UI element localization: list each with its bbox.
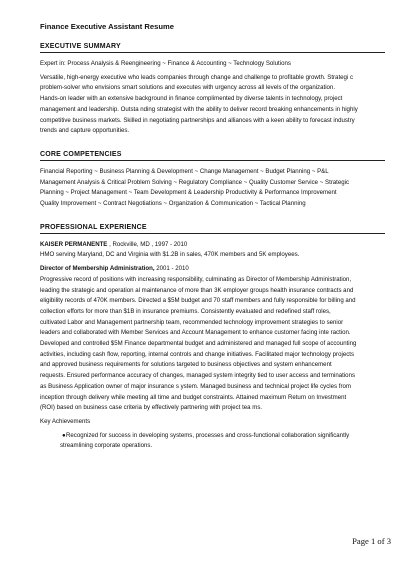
achievement-item: [62, 431, 385, 442]
core-competencies-list: [40, 167, 385, 210]
summary-line: management and leadership. Outsta nding strategist with the ability to deliver record breaking enhancements in highly: [40, 105, 358, 113]
summary-line: Hands-on leader with an extensive background in finance complimented by diverse talents in technology, project: [40, 95, 343, 103]
employer-description: HMO serving Maryland, DC and Virginia with $1.2B in sales, 470K members and 5K employees.: [40, 251, 300, 259]
role-line-text: activities, including cash flow, reporting, internal controls and change initiatives. Facilitated major technology projects: [40, 350, 354, 358]
competency-line: Planning ~ Project Management ~ Team Development & Leadership Productivity & Performance Improvement: [40, 189, 337, 197]
expert-line: Expert in: Process Analysis & Reengineering ~ Finance & Accounting ~ Technology Solutions: [40, 60, 291, 67]
role-line-text: (ROI) based on business case criteria by effectively partnering with project tea ms.: [40, 404, 263, 412]
executive-summary-heading: EXECUTIVE SUMMARY: [40, 43, 385, 53]
core-competencies-heading: CORE COMPETENCIES: [40, 151, 385, 161]
role-line: [40, 264, 385, 275]
achievement-item-continued: [60, 441, 385, 452]
role-line-text: inception through delivery while meeting all time and budget constraints. Attained maximum Return on Investment: [40, 393, 347, 401]
role-title: Director of Membership Administration,: [40, 265, 155, 273]
employer-location-dates: , Rockville, MD , 1997 - 2010: [107, 240, 188, 248]
role-line-text: as Business Application owner of major insurance s ystem. Managed business and technical project life cycles from: [40, 382, 351, 390]
key-achievements-label: Key Achievements: [40, 417, 91, 425]
achievement-text: Recognized for success in developing systems, processes and cross-functional collaboration significantly: [66, 431, 350, 439]
role-line-text: Developed and controlled $5M Finance departmental budget and administered and managed full scope of accounting: [40, 340, 357, 348]
summary-line: problem-solver who envisions smart solutions and executes with urgency across all levels of the organization.: [40, 84, 336, 92]
page-number: Page 1 of 3: [352, 536, 391, 546]
summary-line: trends and capture opportunities.: [40, 127, 130, 135]
resume-page: [40, 22, 385, 452]
competency-line: Financial Reporting ~ Business Planning & Development ~ Change Management ~ Budget Planning ~ P&L: [40, 167, 329, 175]
achievement-text: streamlining corporate operations.: [60, 442, 153, 450]
competency-line: Quality Improvement ~ Contract Negotiations ~ Organization & Communication ~ Tactical Planning: [40, 200, 306, 208]
role-line-text: leaders and collaborated with Member Services and Account Management to enhance customer facing inte raction.: [40, 329, 351, 337]
professional-experience-heading: PROFESSIONAL EXPERIENCE: [40, 224, 385, 234]
role-line-text: leading the strategic and operation al maintenance of more than 3K employer groups health insurance contracts and: [40, 286, 354, 294]
role-line-text: collection efforts for more than $1B in insurance premiums. Consistently evaluated and redefined staff roles,: [40, 307, 331, 315]
employer-line: [40, 240, 385, 251]
role-line-text: and approved business requirements for solutions targeted to business objectives and system enhancement: [40, 361, 332, 369]
competency-line: Management Analysis & Critical Problem Solving ~ Regulatory Compliance ~ Quality Customer Service ~ Strategic: [40, 178, 350, 186]
role-line-text: Progressive record of positions with increasing responsibility, culminating as Director of Membership Administration,: [40, 275, 352, 283]
role-line-text: eligibility records of 470K members. Directed a $5M budget and 70 staff members and fully responsible for billing and: [40, 297, 356, 305]
summary-line: Versatile, high-energy executive who leads companies through change and challenge to profitable growth. Strategi c: [40, 73, 354, 81]
executive-summary-paragraph: [40, 73, 385, 137]
role-description: [40, 275, 385, 414]
role-dates: 2001 - 2010: [154, 265, 189, 273]
summary-line: competitive business markets. Skilled in negotiating partnerships and alliances with a keen ability to forecast industry: [40, 116, 355, 124]
role-line-text: requests. Ensured performance accuracy of changes, managed system integrity tied to user access and terminations: [40, 372, 356, 380]
achievement-list: [40, 431, 385, 452]
document-title: Finance Executive Assistant Resume: [40, 22, 174, 31]
employer-name: KAISER PERMANENTE: [40, 240, 108, 248]
role-line-text: cultivated Labor and Management partnership team, recommended technology improvement strategies to senior: [40, 318, 344, 326]
bullet-icon: ●: [62, 431, 66, 439]
